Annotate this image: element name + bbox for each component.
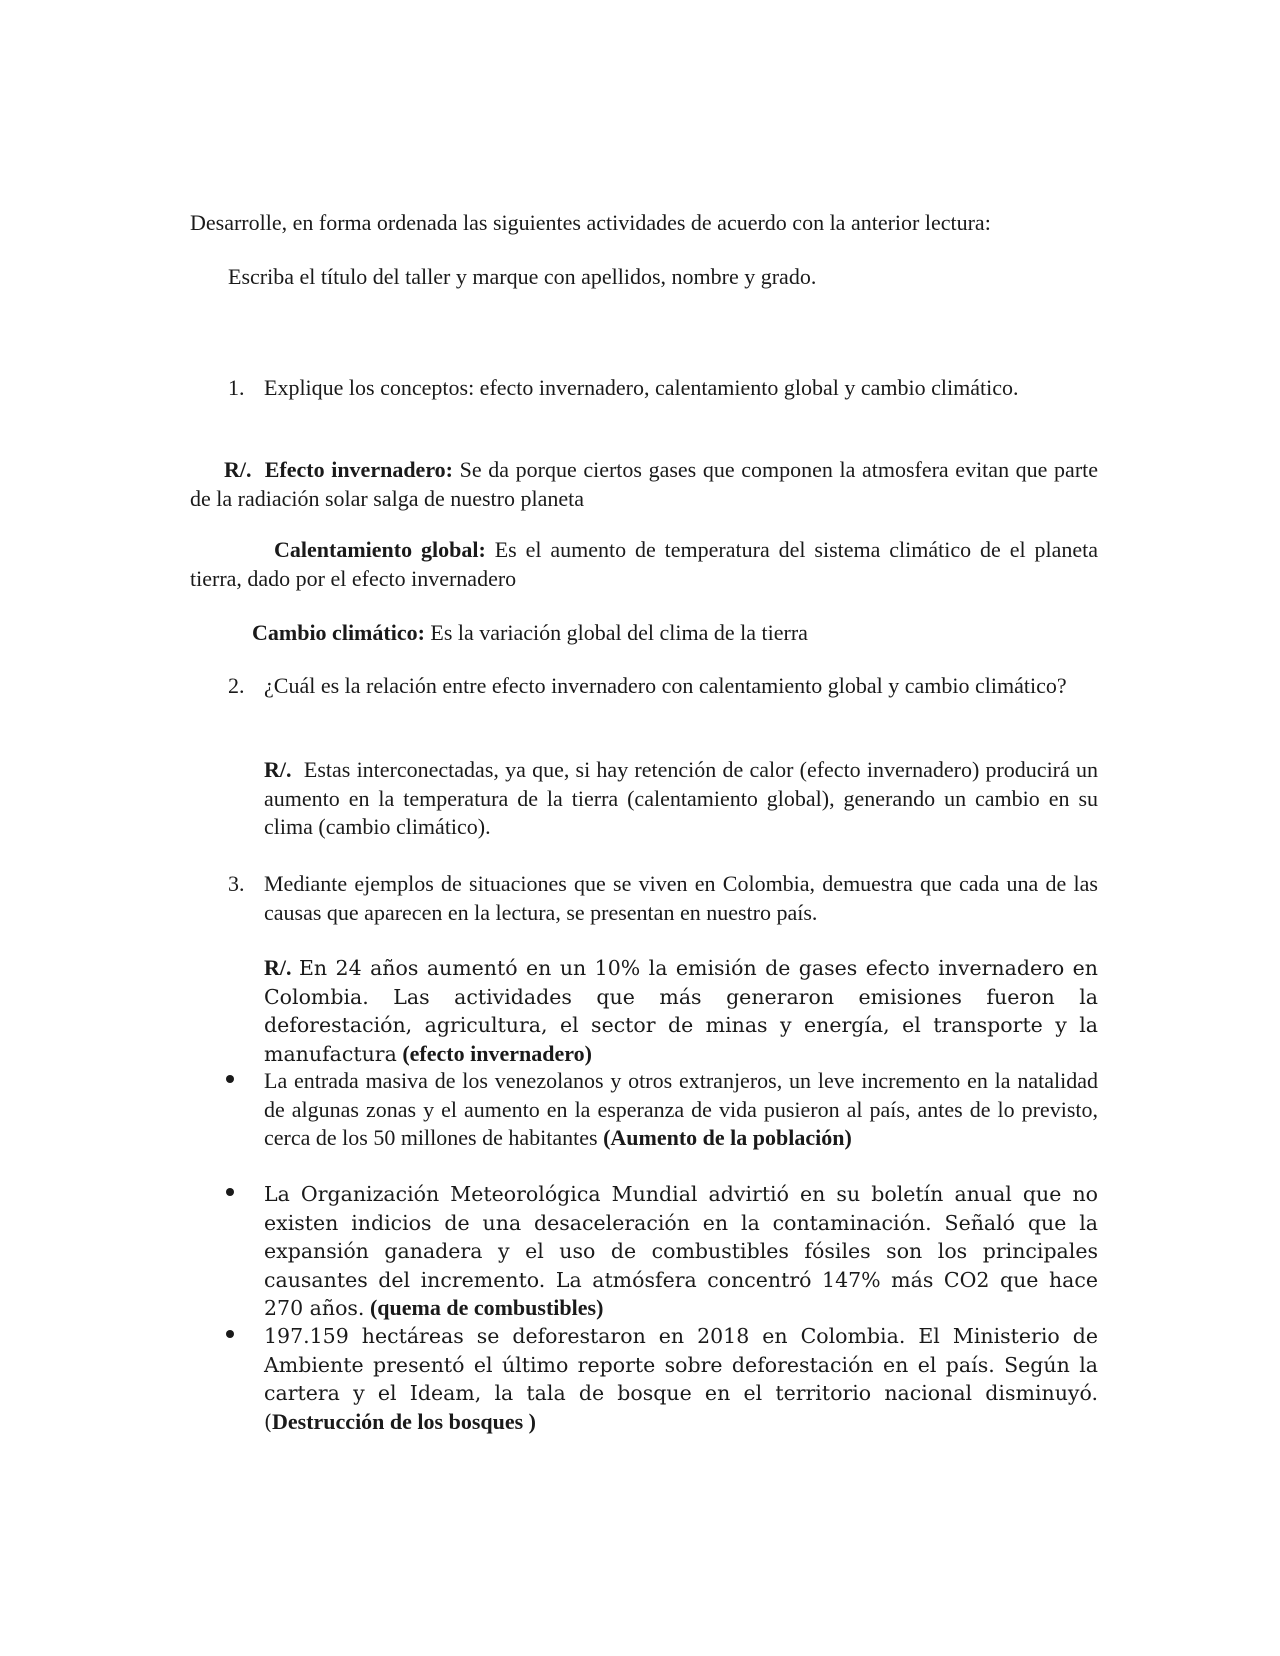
question-1-text: Explique los conceptos: efecto invernadero, calentamiento global y cambio climático. (264, 375, 1019, 400)
answer-1-calentamiento (190, 536, 1098, 593)
question-3-text: Mediante ejemplos de situaciones que se viven en Colombia, demuestra que cada una de las causas que aparecen en la lectura, se presentan en nuestro país. (264, 871, 1098, 925)
question-3-number: 3. (228, 871, 245, 896)
answer-3-tag: (efecto invernadero) (402, 1040, 592, 1066)
answer-3 (264, 954, 1098, 1068)
bullet-dot (226, 1188, 234, 1196)
question-2-number: 2. (228, 673, 245, 698)
bullet-item: La Organización Meteorológica Mundial advirtió en su boletín anual que no existen indicios de una desaceleración en la contaminación. Señaló que la expansión ganadera y el uso de combustibles fósiles son los principales causantes del incremento. La atmósfera concentró 147% más CO2 que hace 270 años. (quema de combustibles) (264, 1182, 1098, 1320)
bullet-tag: (Aumento de la población) (603, 1125, 852, 1150)
bullet-tag: Destrucción de los bosques ) (272, 1408, 537, 1434)
efecto-text: Se da porque ciertos gases que componen la atmosfera evitan que parte de la radiación solar salga de nuestro planeta (190, 457, 1099, 511)
answer-2 (264, 756, 1098, 842)
answer-2-text: Estas interconectadas, ya que, si hay retención de calor (efecto invernadero) producirá un aumento en la temperatura de la tierra (calentamiento global), generando un cambio en su clima (cambio climático). (264, 757, 1098, 839)
answer-prefix: R/. (264, 757, 292, 782)
answer-prefix: R/. (264, 955, 292, 980)
question-1-number: 1. (228, 375, 245, 400)
question-2-text: ¿Cuál es la relación entre efecto invernadero con calentamiento global y cambio climático? (264, 673, 1067, 698)
calentamiento-label: Calentamiento global: (274, 537, 486, 562)
bullet-item: 197.159 hectáreas se deforestaron en 2018 en Colombia. El Ministerio de Ambiente presentó el último reporte sobre deforestación en el país. Según la cartera y el Ideam, la tala de bosque en el territorio nacional disminuyó. (Destrucción de los bosques ) (264, 1324, 1098, 1434)
efecto-label: Efecto invernadero: (264, 457, 454, 482)
answer-3-text: En 24 años aumentó en un 10% la emisión de gases efecto invernadero en Colombia. Las actividades que más generaron emisiones fueron la deforestación, agricultura, el sector de minas y energía, el transporte y la manufactura (264, 956, 1098, 1066)
bullet-dot (226, 1075, 234, 1083)
bullet-item: La entrada masiva de los venezolanos y otros extranjeros, un leve incremento en la natalidad de algunas zonas y el aumento en la esperanza de vida pusieron al país, antes de lo previsto, cerca de los 50 millones de habitantes (Aumento de la población) (264, 1068, 1098, 1150)
calentamiento-text: Es el aumento de temperatura del sistema climático de el planeta tierra, dado por el efecto invernadero (190, 537, 1098, 591)
bullet-tag: (quema de combustibles) (369, 1295, 604, 1320)
intro-text: Desarrolle, en forma ordenada las siguientes actividades de acuerdo con la anterior lectura: (190, 210, 991, 235)
answer-1-efecto (190, 456, 1098, 513)
cambio-label: Cambio climático: (252, 620, 425, 645)
cambio-text: Es la variación global del clima de la tierra (430, 620, 808, 645)
answer-1-cambio (252, 619, 808, 648)
bullet-dot (226, 1330, 234, 1338)
instruction-text: Escriba el título del taller y marque con apellidos, nombre y grado. (228, 264, 817, 289)
answer-prefix: R/. (224, 457, 252, 482)
